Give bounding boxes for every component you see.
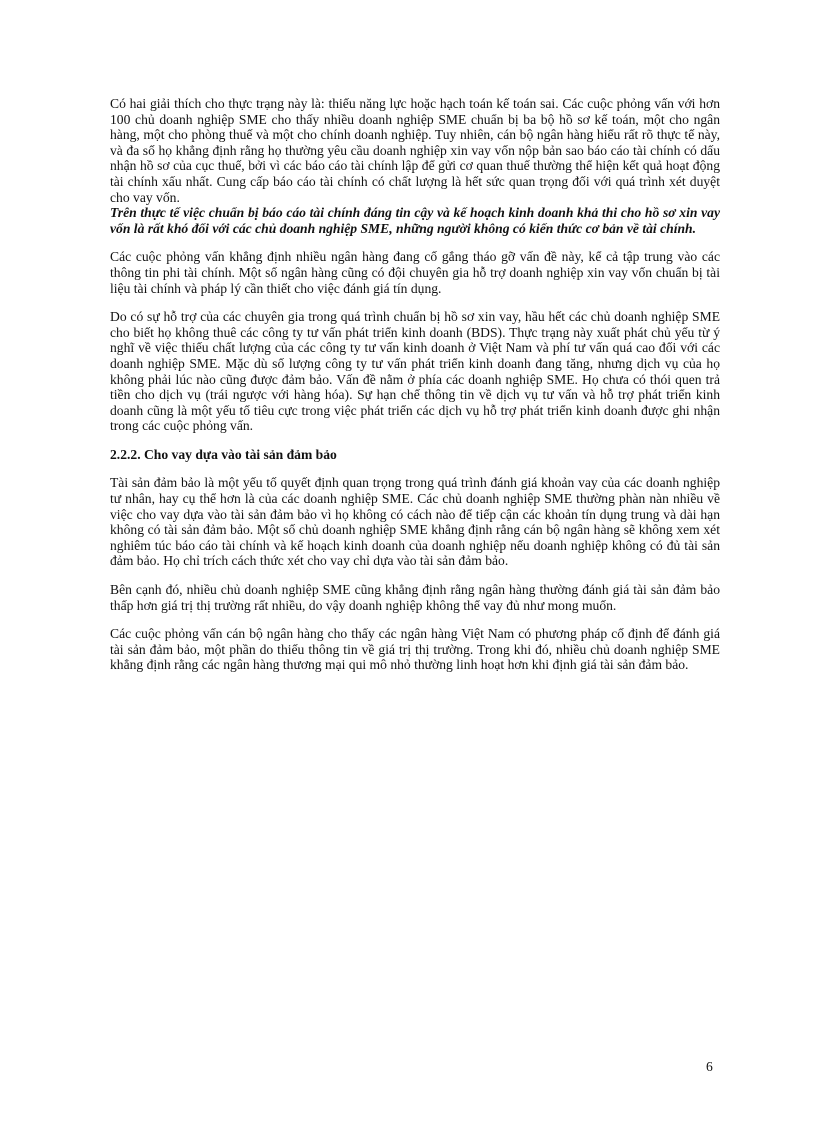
paragraph-bds-consulting: Do có sự hỗ trợ của các chuyên gia trong quá trình chuẩn bị hồ sơ xin vay, hầu hết các chủ doanh nghiệp SME cho biết họ không thuê các công ty tư vấn phát triển kinh doanh (BDS). Thực trạng này xuất phát chủ yếu từ ý nghĩ về việc thiếu chất lượng của các công ty tư vấn kinh doanh ở Việt Nam và phí tư vấn quá cao đối với các doanh nghiệp SME. Mặc dù số lượng công ty tư vấn phát triển kinh doanh đang tăng, nhưng dịch vụ của họ không phải lúc nào cũng được đảm bảo. Vấn đề nằm ở phía các doanh nghiệp SME. Họ chưa có thói quen trả tiền cho dịch vụ (trái ngược với hàng hóa). Sự hạn chế thông tin về dịch vụ tư vấn và hỗ trợ phát triển kinh doanh cũng là một yếu tố tiêu cực trong việc phát triển các dịch vụ hỗ trợ phát triển kinh doanh được ghi nhận trong các cuộc phỏng vấn. [110, 309, 720, 434]
paragraph-spacer [110, 462, 720, 475]
paragraph-spacer [110, 236, 720, 249]
emphasized-paragraph: Trên thực tế việc chuẩn bị báo cáo tài chính đáng tin cậy và kế hoạch kinh doanh khả thi cho hồ sơ xin vay vốn là rất khó đối với các chủ doanh nghiệp SME, những người không có kiến thức cơ bản về tài chính. [110, 205, 720, 236]
paragraph-bank-methods: Các cuộc phỏng vấn cán bộ ngân hàng cho thấy các ngân hàng Việt Nam có phương pháp cố định để đánh giá tài sản đảm bảo, một phần do thiếu thông tin về giá trị thị trường. Trong khi đó, nhiều chủ doanh nghiệp SME khẳng định rằng các ngân hàng thương mại qui mô nhỏ thường linh hoạt hơn khi định giá tài sản đảm bảo. [110, 626, 720, 673]
paragraph-spacer [110, 296, 720, 309]
section-heading: 2.2.2. Cho vay dựa vào tài sản đảm bảo [110, 446, 337, 462]
paragraph-spacer [110, 434, 720, 447]
paragraph-financial-reports: Có hai giải thích cho thực trạng này là: thiếu năng lực hoặc hạch toán kế toán sai. Các cuộc phỏng vấn với hơn 100 chủ doanh nghiệp SME cho thấy nhiều doanh nghiệp SME chuẩn bị ba bộ hồ sơ kế toán, một cho ngân hàng, một cho phòng thuế và một cho chính doanh nghiệp. Tuy nhiên, cán bộ ngân hàng hiểu rất rõ thực tế này, và đa số họ khẳng định rằng họ thường yêu cầu doanh nghiệp xin vay vốn nộp bản sao báo cáo tài chính có dấu nhận hồ sơ của cục thuế, bởi vì các báo cáo tài chính lập để gửi cơ quan thuế thường thể hiện kết quả hoạt động tài chính xấu nhất. Cung cấp báo cáo tài chính có chất lượng là hết sức quan trọng đối với quá trình xét duyệt cho vay vốn. [110, 96, 720, 205]
page-number: 6 [706, 1059, 713, 1074]
paragraph-bank-efforts: Các cuộc phỏng vấn khẳng định nhiều ngân hàng đang cố gắng tháo gỡ vấn đề này, kể cả tập trung vào các thông tin phi tài chính. Một số ngân hàng cũng có đội chuyên gia hỗ trợ doanh nghiệp xin vay vốn chuẩn bị tài liệu tài chính và pháp lý cần thiết cho việc đánh giá tín dụng. [110, 249, 720, 296]
paragraph-spacer [110, 569, 720, 582]
paragraph-collateral-valuation: Bên cạnh đó, nhiều chủ doanh nghiệp SME cũng khẳng định rằng ngân hàng thường đánh giá tài sản đảm bảo thấp hơn giá trị thị trường rất nhiều, do vậy doanh nghiệp không thể vay đủ như mong muốn. [110, 582, 720, 613]
document-body [110, 96, 720, 673]
paragraph-collateral: Tài sản đảm bảo là một yếu tố quyết định quan trọng trong quá trình đánh giá khoản vay của các doanh nghiệp tư nhân, hay cụ thể hơn là của các doanh nghiệp SME. Các chủ doanh nghiệp SME thường phàn nàn nhiều về việc cho vay dựa vào tài sản đảm bảo vì họ không có cách nào để tiếp cận các khoản tín dụng trung và dài hạn không có tài sản đảm bảo. Một số chủ doanh nghiệp SME khẳng định rằng cán bộ ngân hàng sẽ không xem xét nghiêm túc báo cáo tài chính và kế hoạch kinh doanh của doanh nghiệp nếu doanh nghiệp không có đủ tài sản đảm bảo. Họ chỉ trích cách thức xét cho vay chỉ dựa vào tài sản đảm bảo. [110, 475, 720, 569]
paragraph-spacer [110, 613, 720, 626]
